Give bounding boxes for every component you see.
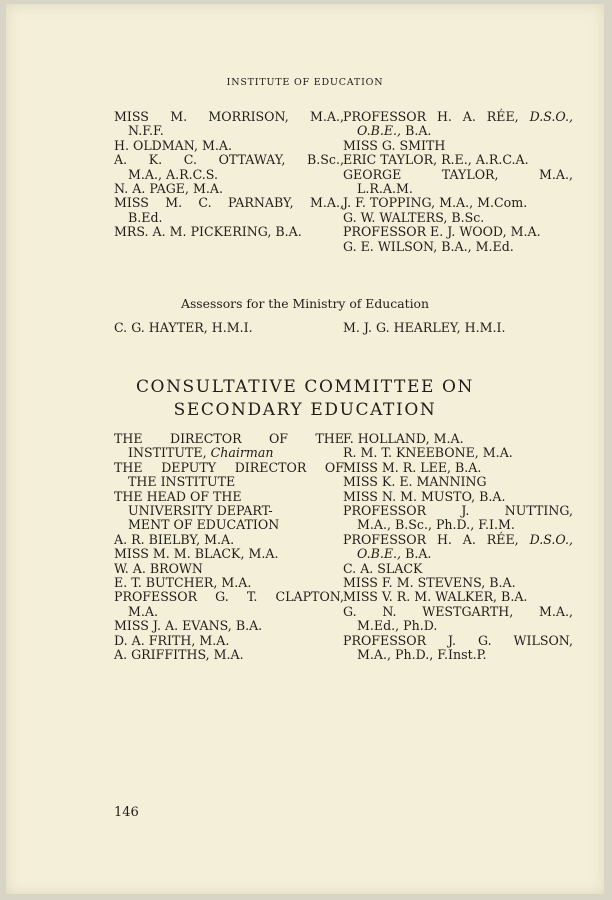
page <box>6 4 604 894</box>
list-item: J. F. TOPPING, M.A., M.Com. <box>343 195 528 211</box>
list-item: MISS G. SMITH <box>343 137 446 153</box>
section-subtitle: SECONDARY EDUCATION <box>173 400 437 420</box>
list-item: MISS M. M. BLACK, M.A. <box>114 546 279 562</box>
list-item: G. N. WESTGARTH, M.A., M.Ed., Ph.D. <box>343 603 573 634</box>
members-list-left <box>114 110 344 240</box>
assessor-name: C. G. HAYTER, H.M.I. <box>114 320 253 335</box>
assessors-heading: Assessors for the Ministry of Education <box>181 296 429 311</box>
list-item: MISS M. R. LEE, B.A. <box>343 459 482 475</box>
list-item: MISS V. R. M. WALKER, B.A. <box>343 589 528 605</box>
list-item: A. K. C. OTTAWAY, B.Sc., M.A., A.R.C.S. <box>114 152 344 182</box>
ree-line: PROFESSOR H. A. RÉE, D.S.O., <box>343 109 573 124</box>
list-item: MISS J. A. EVANS, B.A. <box>114 618 263 634</box>
list-item: MISS N. M. MUSTO, B.A. <box>343 488 506 504</box>
list-item: ERIC TAYLOR, R.E., A.R.C.A. <box>343 152 529 168</box>
list-item: G. E. WILSON, B.A., M.Ed. <box>343 238 514 254</box>
list-item: MISS F. M. STEVENS, B.A. <box>343 575 516 591</box>
committee-list-left <box>114 432 344 663</box>
page-number: 146 <box>114 805 139 820</box>
list-item: A. GRIFFITHS, M.A. <box>114 647 244 663</box>
list-item: MRS. A. M. PICKERING, B.A. <box>114 224 302 240</box>
list-item: F. HOLLAND, M.A. <box>343 431 464 446</box>
list-item: GEORGE TAYLOR, M.A., L.R.A.M. <box>343 166 573 197</box>
list-item: PROFESSOR G. T. CLAPTON, M.A. <box>114 589 344 619</box>
list-item: G. W. WALTERS, B.Sc. <box>343 209 485 225</box>
list-item: MISS M. MORRISON, M.A., N.F.F. <box>114 109 344 139</box>
list-item: C. A. SLACK <box>343 560 423 576</box>
list-item: PROFESSOR H. A. RÉE, D.S.O., O.B.E., B.A. <box>343 531 573 562</box>
list-item: W. A. BROWN <box>114 560 203 576</box>
members-list-right <box>343 110 573 254</box>
list-item: THE HEAD OF THE UNIVERSITY DEPART- MENT OF EDUCATION <box>114 488 280 533</box>
list-item: PROFESSOR E. J. WOOD, M.A. <box>343 224 541 240</box>
committee-list-right <box>343 432 573 663</box>
running-head: INSTITUTE OF EDUCATION <box>226 77 384 88</box>
list-item: R. M. T. KNEEBONE, M.A. <box>343 445 513 461</box>
list-item: PROFESSOR H. A. RÉE, D.S.O., O.B.E., B.A. <box>343 109 573 139</box>
assessor-name: M. J. G. HEARLEY, H.M.I. <box>343 320 506 335</box>
list-item: MISS K. E. MANNING <box>343 474 487 490</box>
list-item: E. T. BUTCHER, M.A. <box>114 575 252 591</box>
list-item: A. R. BIELBY, M.A. <box>114 531 235 547</box>
section-title: CONSULTATIVE COMMITTEE ON <box>135 377 475 397</box>
list-item: THE DIRECTOR OF THE INSTITUTE, Chairman <box>114 431 344 461</box>
list-item: D. A. FRITH, M.A. <box>114 632 230 648</box>
list-item: PROFESSOR J. NUTTING, M.A., B.Sc., Ph.D., F.I.M. <box>343 503 573 533</box>
list-item: MISS M. C. PARNABY, M.A., B.Ed. <box>114 195 344 225</box>
list-item: N. A. PAGE, M.A. <box>114 181 223 197</box>
list-item: H. OLDMAN, M.A. <box>114 137 232 153</box>
list-item: PROFESSOR J. G. WILSON, M.A., Ph.D., F.Inst.P. <box>343 632 573 663</box>
list-item: THE DEPUTY DIRECTOR OF THE INSTITUTE <box>114 459 344 490</box>
